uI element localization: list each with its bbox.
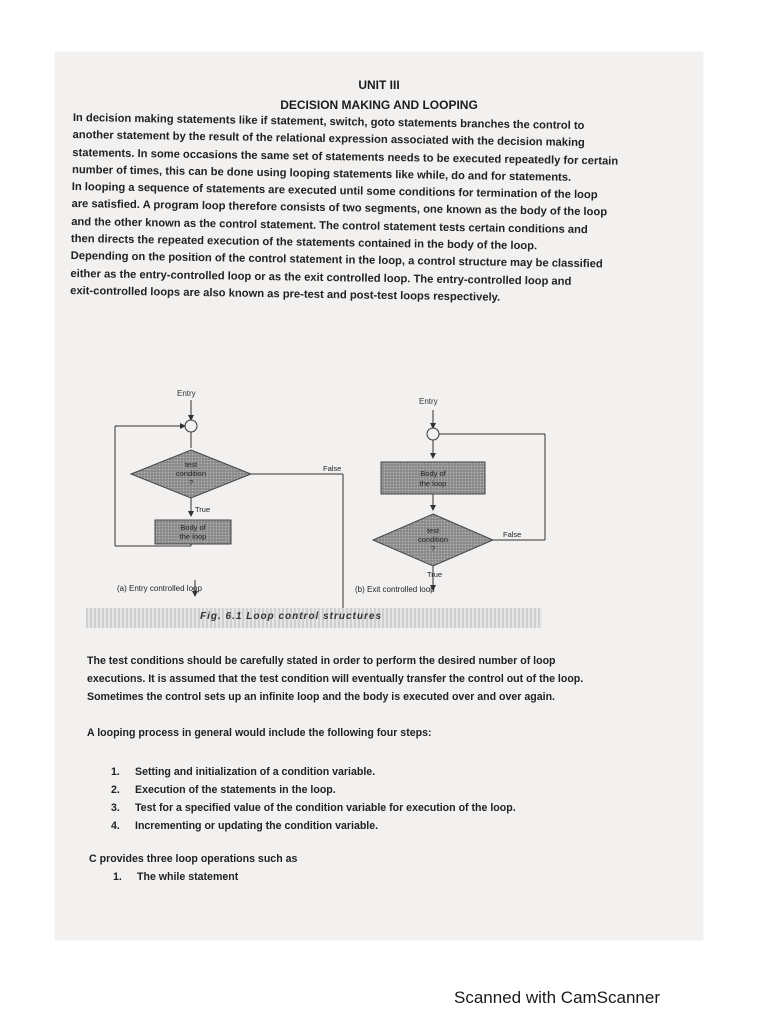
camscanner-watermark: Scanned with CamScanner (454, 988, 661, 1007)
right-junction (427, 428, 439, 440)
right-false-label: False (503, 530, 522, 539)
intro-paragraph (70, 110, 685, 310)
exit-controlled-diagram (355, 397, 545, 594)
entry-controlled-diagram (115, 389, 343, 608)
right-test-label: ? (430, 544, 436, 553)
list-item: 1. Setting and initialization of a condition variable. (111, 766, 376, 778)
c-loops-list (113, 868, 238, 886)
left-test-label: condition (175, 469, 207, 478)
intro-line: another statement by the result of the relational expression associated with the decision making (72, 129, 585, 150)
right-body-label: Body of (420, 469, 446, 478)
left-entry-label: Entry (177, 389, 196, 398)
right-body-label: the loop (419, 479, 447, 488)
left-caption: (a) Entry controlled loop (117, 584, 202, 593)
test-conditions-paragraph (87, 652, 655, 706)
scanned-page (55, 52, 703, 940)
intro-line: exit-controlled loops are also known as pre-test and post-test loops respectively. (70, 284, 501, 304)
left-true-label: True (195, 505, 211, 514)
intro-line: and the other known as the control statement. The control statement tests certain conditions and (71, 215, 588, 236)
intro-line: Depending on the position of the control statement in the loop, a control structure may be classified (70, 250, 603, 271)
left-false-label: False (323, 464, 342, 473)
c-loops-intro: C provides three loop operations such as (89, 853, 298, 865)
unit-heading: UNIT III (358, 78, 400, 92)
paragraph-line: Sometimes the control sets up an infinite loop and the body is executed over and over again. (87, 691, 555, 703)
figure-caption: Fig. 6.1 Loop control structures (200, 611, 383, 622)
right-caption: (b) Exit controlled loop (355, 585, 435, 594)
right-test-label: test (426, 526, 440, 535)
steps-list (111, 763, 516, 835)
intro-line: then directs the repeated execution of the statements contained in the body of the loop. (70, 233, 538, 253)
intro-line: In looping a sequence of statements are executed until some conditions for termination of the loop (71, 181, 598, 202)
paragraph-line: executions. It is assumed that the test condition will eventually transfer the control out of the loop. (87, 673, 584, 685)
list-item: 4. Incrementing or updating the condition variable. (111, 820, 379, 832)
right-test-label: condition (417, 535, 449, 544)
intro-line: are satisfied. A program loop therefore consists of two segments, one known as the body of the loop (71, 198, 608, 219)
left-test-label: ? (188, 478, 194, 487)
right-body-box (381, 462, 485, 494)
steps-intro: A looping process in general would include the following four steps: (87, 727, 432, 739)
intro-line: number of times, this can be done using looping statements like while, do and for statements. (71, 163, 572, 184)
right-entry-label: Entry (419, 397, 438, 406)
intro-line: either as the entry-controlled loop or as the exit controlled loop. The entry-controlled loop and (70, 267, 572, 288)
paragraph-line: The test conditions should be carefully stated in order to perform the desired number of loop (87, 655, 556, 667)
loop-flowchart (95, 378, 555, 608)
left-body-label: Body of (180, 523, 206, 532)
list-item: 2. Execution of the statements in the loop. (111, 784, 336, 796)
chapter-title: DECISION MAKING AND LOOPING (280, 98, 478, 112)
left-junction (185, 420, 197, 432)
list-item: 1. The while statement (113, 871, 239, 883)
left-body-label: the loop (179, 532, 207, 541)
intro-line: statements. In some occasions the same set of statements needs to be executed repeatedly for certain (72, 146, 619, 168)
left-test-label: test (184, 460, 198, 469)
right-true-label: True (427, 570, 443, 579)
list-item: 3. Test for a specified value of the condition variable for execution of the loop. (111, 802, 516, 814)
intro-line: In decision making statements like if statement, switch, goto statements branches the control to (72, 111, 585, 133)
